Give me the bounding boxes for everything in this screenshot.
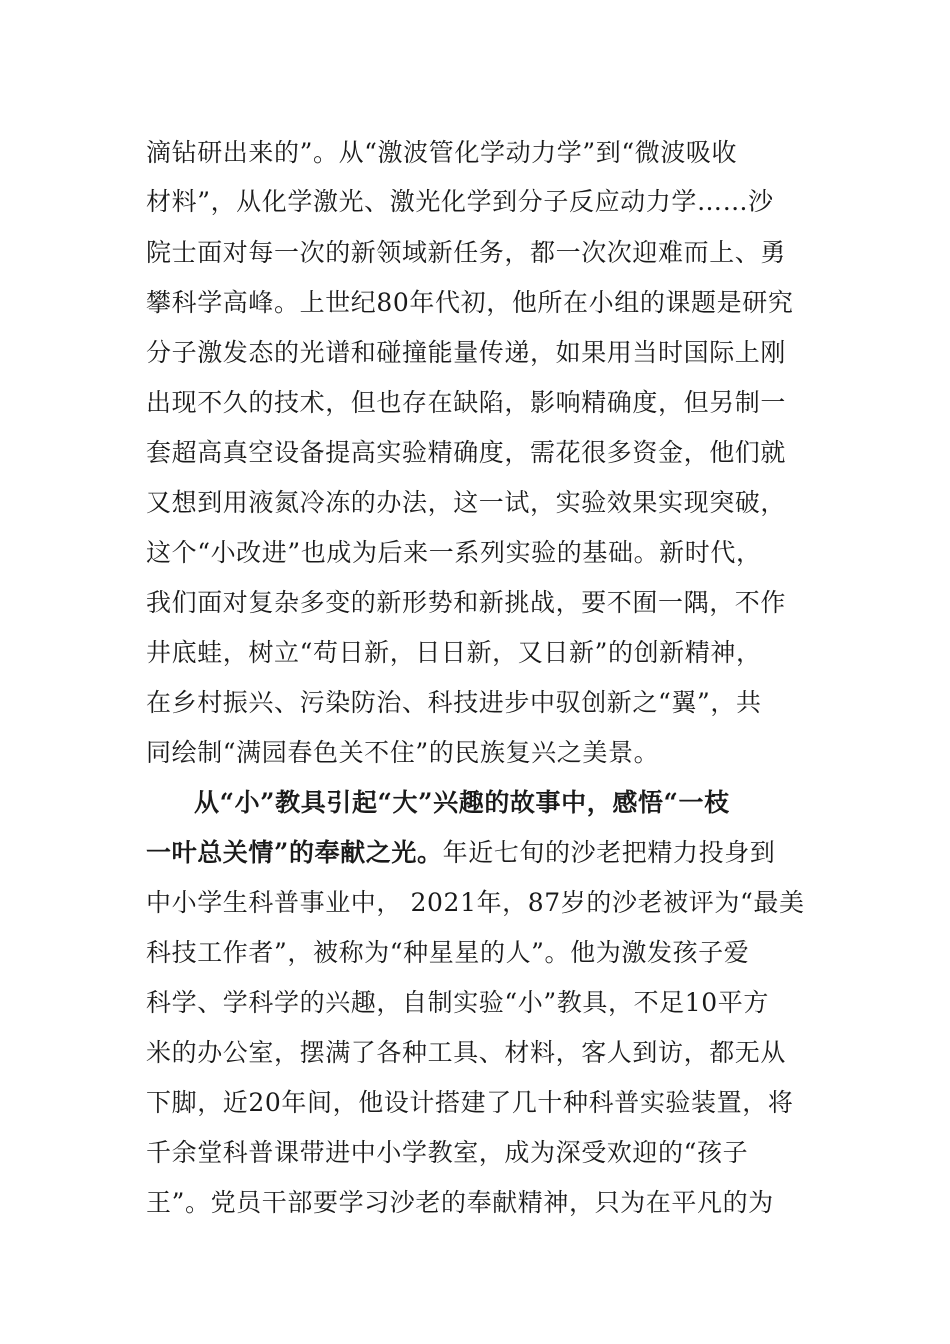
- text-line: [146, 588, 786, 618]
- bold-text-segment: 一叶总关情”的奉献之光。: [146, 838, 443, 867]
- text-line: [146, 1088, 793, 1118]
- text-segment: 套超高真空设备提高实验精确度，需花很多资金，他们就: [146, 438, 787, 467]
- text-segment: 这个“小改进”也成为后来一系列实验的基础。新时代，: [146, 538, 762, 567]
- text-line: [146, 738, 659, 768]
- text-segment: 分子激发态的光谱和碰撞能量传递，如果用当时国际上刚: [146, 338, 787, 367]
- text-line: [146, 288, 793, 318]
- text-segment: 中小学生科普事业中， 2021年，87岁的沙老被评为“最美: [146, 888, 805, 917]
- text-segment: 我们面对复杂多变的新形势和新挑战，要不囿一隅，不作: [146, 588, 787, 617]
- text-segment: 井底蛙，树立“苟日新，日日新，又日新”的创新精神，: [146, 638, 762, 667]
- text-line: [146, 638, 762, 668]
- text-segment: 科学、学科学的兴趣，自制实验“小”教具，不足10平方: [146, 988, 769, 1017]
- text-segment: 材料”，从化学激光、激光化学到分子反应动力学……沙: [146, 187, 774, 216]
- text-segment: 攀科学高峰。上世纪80年代初，他所在小组的课题是研究: [146, 288, 794, 317]
- text-line: [146, 338, 786, 368]
- text-line: [146, 488, 786, 518]
- text-line: [146, 538, 762, 568]
- text-segment: 院士面对每一次的新领域新任务，都一次次迎难而上、勇: [146, 238, 787, 267]
- text-segment: 科技工作者”，被称为“种星星的人”。他为激发孩子爱: [146, 938, 750, 967]
- text-line: [146, 238, 786, 268]
- text-line: [146, 1138, 748, 1168]
- text-line: [146, 1038, 786, 1068]
- text-segment: 滴钻研出来的”。从“激波管化学动力学”到“微波吸收: [146, 138, 738, 167]
- text-segment: 下脚，近20年间，他设计搭建了几十种科普实验装置，将: [146, 1088, 794, 1117]
- text-line: [146, 187, 774, 217]
- text-line: [194, 788, 730, 818]
- text-line: [146, 138, 737, 168]
- text-segment: 同绘制“满园春色关不住”的民族复兴之美景。: [146, 738, 660, 767]
- bold-text-segment: 从“小”教具引起“大”兴趣的故事中，感悟“一枝: [194, 788, 730, 817]
- text-segment: 出现不久的技术，但也存在缺陷，影响精确度，但另制一: [146, 388, 787, 417]
- text-line: [146, 688, 762, 718]
- text-segment: 在乡村振兴、污染防治、科技进步中驭创新之“翼”，共: [146, 688, 762, 717]
- text-line: [146, 388, 786, 418]
- text-line: [146, 1188, 774, 1218]
- text-segment: 王”。党员干部要学习沙老的奉献精神，只为在平凡的为: [146, 1188, 774, 1217]
- text-segment: 年近七旬的沙老把精力投身到: [442, 838, 776, 867]
- text-line: [146, 988, 769, 1018]
- text-line: [146, 438, 786, 468]
- text-line: [146, 938, 749, 968]
- text-line: [146, 888, 805, 918]
- text-segment: 千余堂科普课带进中小学教室，成为深受欢迎的“孩子: [146, 1138, 749, 1167]
- text-segment: 又想到用液氮冷冻的办法，这一试，实验效果实现突破，: [146, 488, 787, 517]
- text-segment: 米的办公室，摆满了各种工具、材料，客人到访，都无从: [146, 1038, 787, 1067]
- text-line: [146, 838, 775, 868]
